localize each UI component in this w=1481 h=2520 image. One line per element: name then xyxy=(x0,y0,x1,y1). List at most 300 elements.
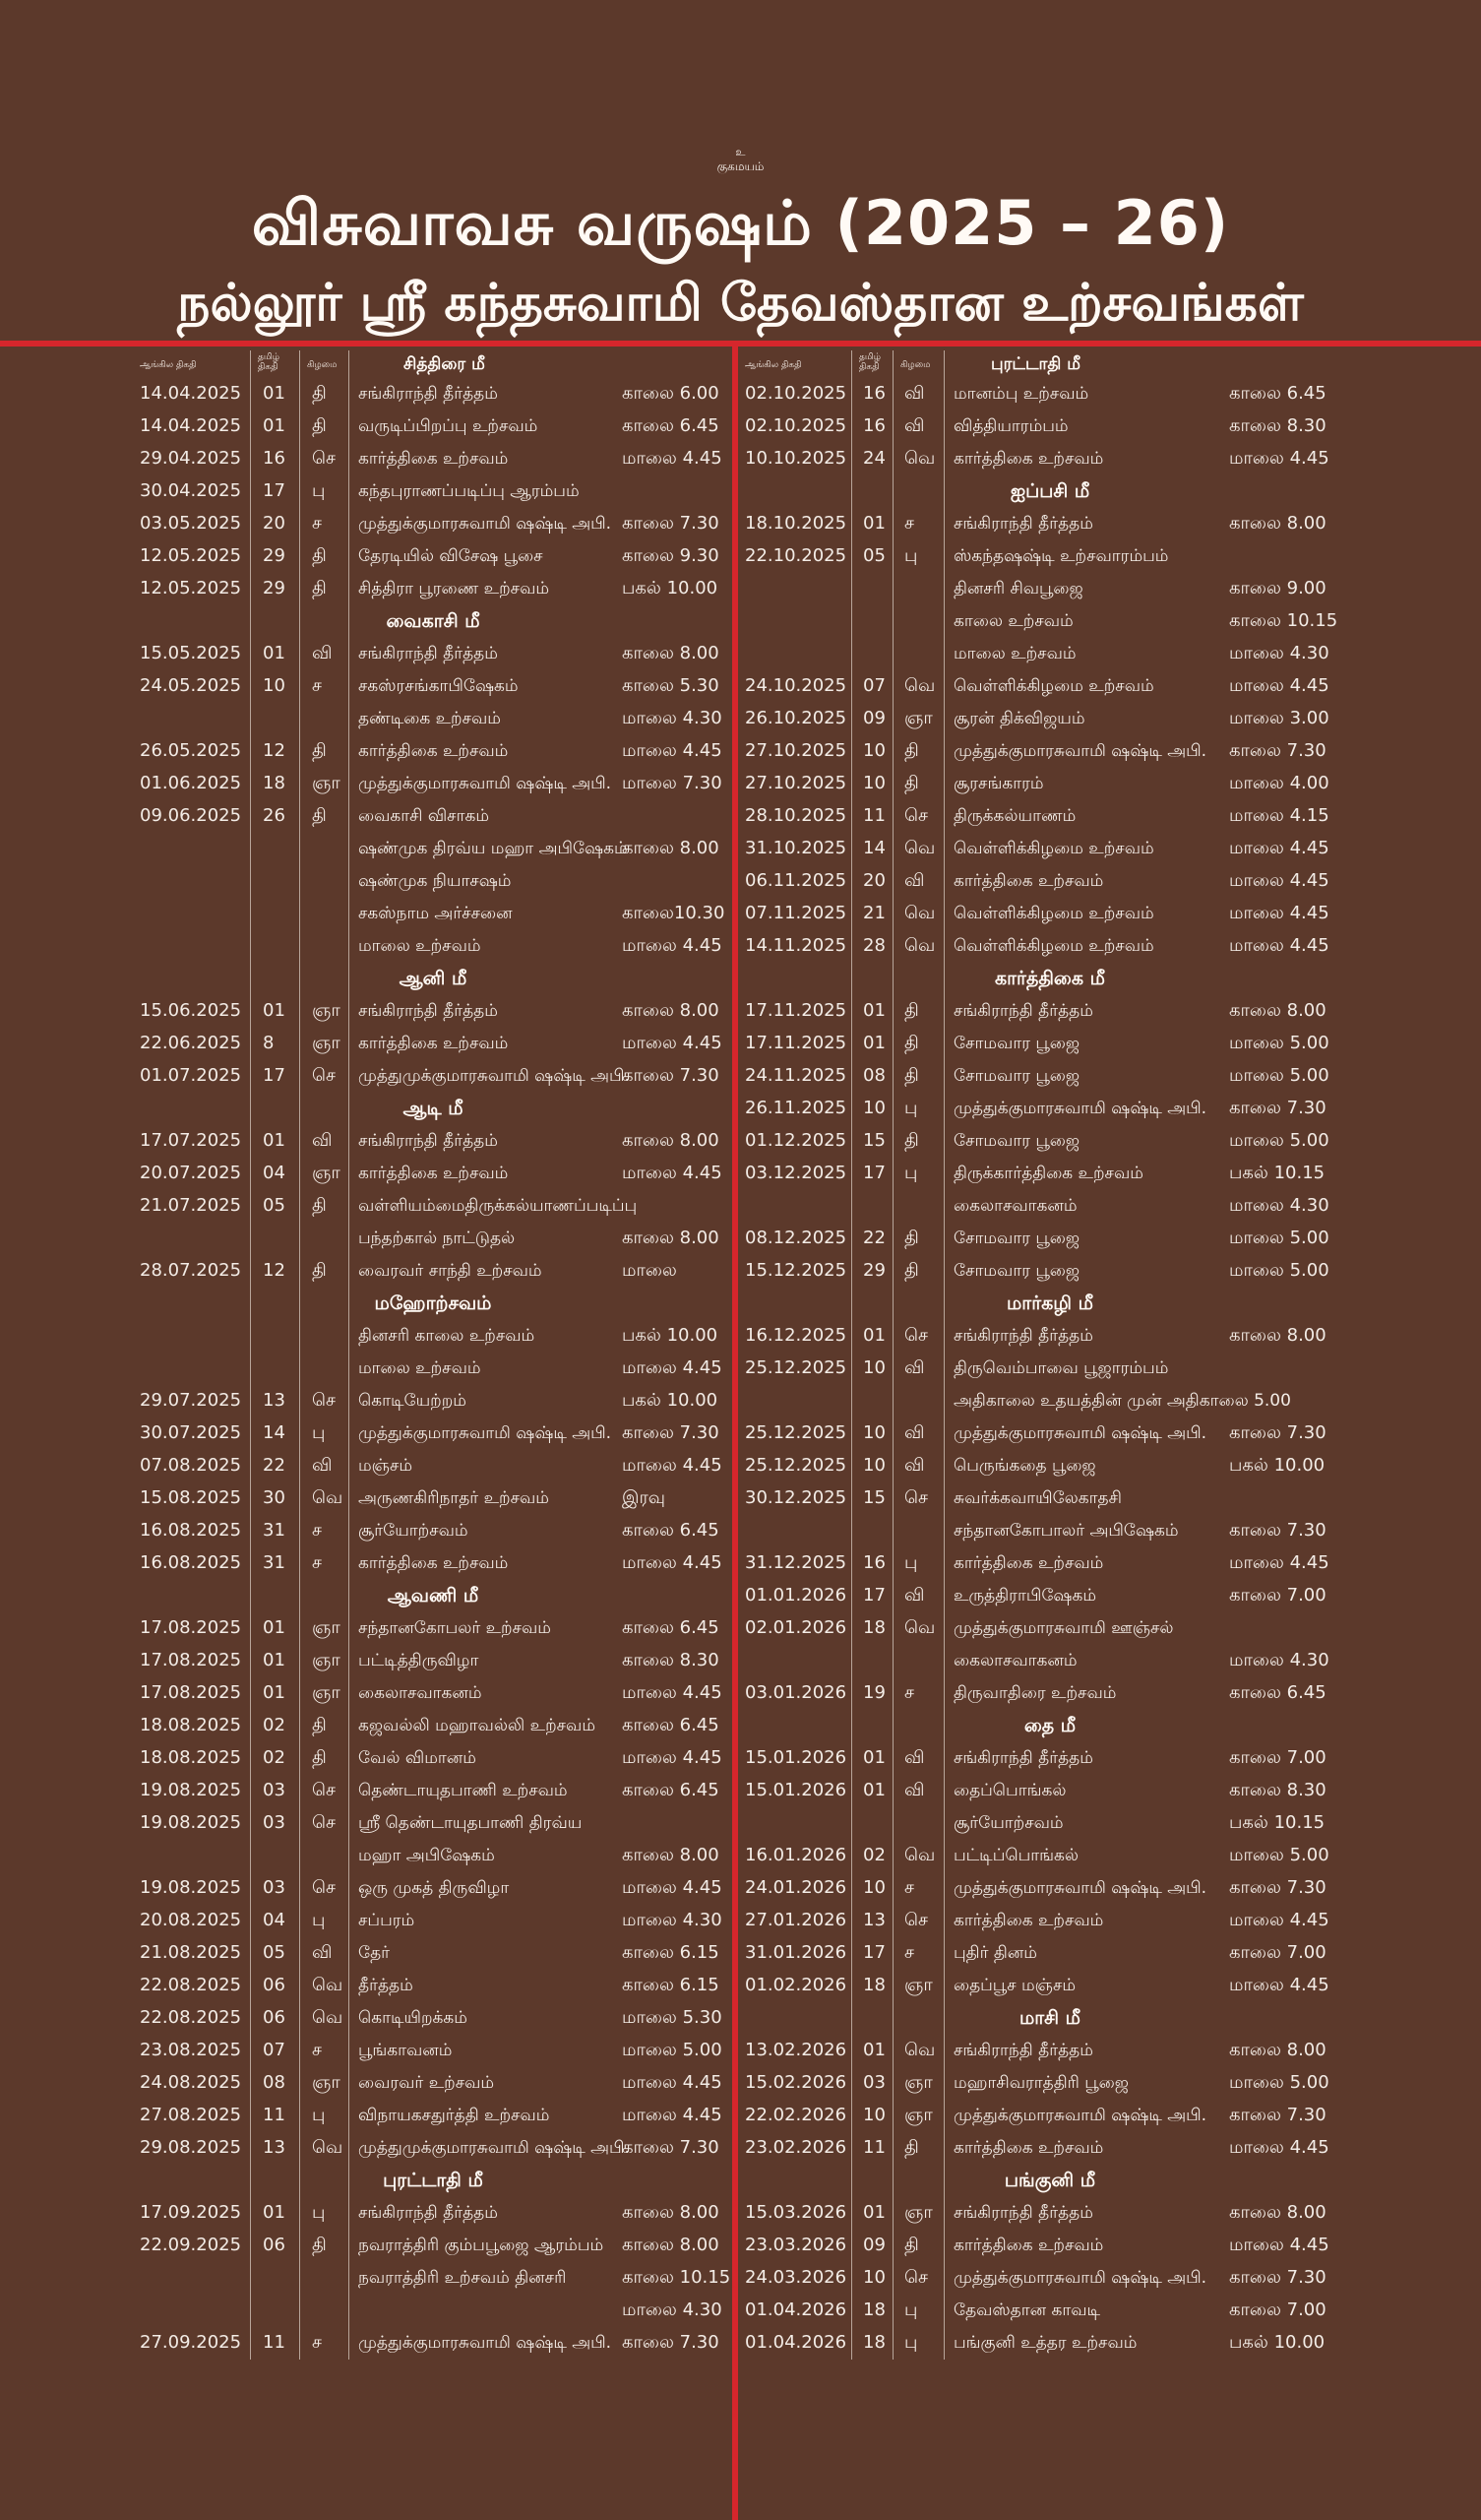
row-event: சங்கிராந்தி தீர்த்தம் xyxy=(954,2041,1093,2060)
table-row xyxy=(745,2035,1355,2067)
row-weekday: தி xyxy=(312,1195,327,1216)
row-weekday: வி xyxy=(904,870,925,891)
row-time: காலை 7.30 xyxy=(622,2137,719,2158)
row-time: காலை 8.30 xyxy=(1229,1780,1327,1800)
row-event: கார்த்திகை உற்சவம் xyxy=(954,449,1104,469)
row-date: 15.06.2025 xyxy=(140,1000,242,1021)
table-row xyxy=(140,1937,726,1970)
row-tamil-date: 30 xyxy=(263,1487,285,1508)
row-event: கார்த்திகை உற்சவம் xyxy=(954,871,1104,891)
table-row xyxy=(140,2002,726,2035)
row-weekday: ச xyxy=(312,2040,322,2060)
row-event: சூர்யோற்சவம் xyxy=(358,1521,468,1541)
row-date: 17.09.2025 xyxy=(140,2202,242,2223)
row-event: முத்துக்குமாரசுவாமி ஷஷ்டி அபி. xyxy=(954,741,1207,761)
row-tamil-date: 01 xyxy=(863,1747,886,1768)
table-row xyxy=(745,378,1355,410)
table-row xyxy=(745,1742,1355,1775)
row-time: மாலை 4.45 xyxy=(1229,1910,1329,1930)
row-event: உருத்திராபிஷேகம் xyxy=(954,1586,1096,1606)
table-row xyxy=(140,1418,726,1450)
month-heading: ஐப்பசி மீ xyxy=(1010,480,1090,502)
header-divider xyxy=(0,341,1481,346)
row-weekday: தி xyxy=(312,578,327,598)
row-event: சித்திரா பூரணை உற்சவம் xyxy=(358,579,550,598)
table-row xyxy=(140,1775,726,1807)
row-date: 22.09.2025 xyxy=(140,2235,242,2255)
row-date: 29.08.2025 xyxy=(140,2137,242,2158)
row-tamil-date: 8 xyxy=(263,1033,275,1053)
row-weekday: தி xyxy=(312,1260,327,1281)
row-weekday: ச xyxy=(904,1942,914,1963)
table-row xyxy=(140,1645,726,1677)
table-row xyxy=(140,2262,731,2295)
row-date: 01.07.2025 xyxy=(140,1065,242,1086)
month-heading: மாசி மீ xyxy=(1018,2007,1081,2029)
row-event: பெருங்கதை பூஜை xyxy=(954,1456,1096,1476)
row-event: சூர்யோற்சவம் xyxy=(954,1813,1064,1833)
header-tamil-date: தமிழ் திகதி xyxy=(258,352,279,372)
table-row xyxy=(140,898,726,930)
table-row xyxy=(745,1515,1355,1547)
row-time: மாலை 5.00 xyxy=(1229,1845,1329,1865)
row-event: பந்தற்கால் நாட்டுதல் xyxy=(358,1228,516,1248)
row-tamil-date: 01 xyxy=(263,415,285,436)
row-event: முத்துக்குமாரசுவாமி ஷஷ்டி அபி. xyxy=(358,1423,612,1443)
table-row xyxy=(745,1158,1355,1190)
row-date: 18.08.2025 xyxy=(140,1715,242,1735)
row-weekday: தி xyxy=(904,1000,919,1021)
month-heading: ஆடி மீ xyxy=(402,1098,463,1119)
row-event: கார்த்திகை உற்சவம் xyxy=(358,449,509,469)
table-row xyxy=(140,1677,726,1710)
row-date: 17.08.2025 xyxy=(140,1682,242,1703)
row-time: மாலை 4.00 xyxy=(1229,773,1329,793)
row-tamil-date: 17 xyxy=(263,480,285,501)
row-time: காலை 7.00 xyxy=(1229,1747,1327,1768)
row-time: காலை 6.45 xyxy=(622,415,719,436)
table-row xyxy=(140,1320,726,1353)
row-date: 10.10.2025 xyxy=(745,448,847,469)
row-weekday: தி xyxy=(312,2235,327,2255)
row-tamil-date: 16 xyxy=(263,448,285,469)
row-event: கைலாசவாகனம் xyxy=(954,1651,1078,1670)
row-weekday: வி xyxy=(904,1357,925,1378)
table-row xyxy=(745,2230,1355,2262)
row-weekday: ச xyxy=(312,1520,322,1541)
row-tamil-date: 09 xyxy=(863,708,886,728)
row-event: தெண்டாயுதபாணி உற்சவம் xyxy=(358,1781,568,1800)
row-time: காலை 8.00 xyxy=(622,1845,719,1865)
row-tamil-date: 01 xyxy=(263,1130,285,1151)
row-event: திருக்கார்த்திகை உற்சவம் xyxy=(954,1164,1143,1183)
table-row xyxy=(140,1158,726,1190)
row-weekday: தி xyxy=(312,383,327,404)
row-weekday: வெ xyxy=(312,2007,343,2028)
row-date: 15.01.2026 xyxy=(745,1780,847,1800)
row-tamil-date: 07 xyxy=(263,2040,285,2060)
row-date: 28.10.2025 xyxy=(745,805,847,826)
row-event: திருக்கல்யாணம் xyxy=(954,806,1077,826)
row-weekday: வி xyxy=(312,1455,333,1476)
row-event: வள்ளியம்மைதிருக்கல்யாணப்படிப்பு xyxy=(358,1196,638,1216)
table-row xyxy=(140,1807,726,1840)
row-time: மாலை 7.30 xyxy=(622,773,722,793)
table-row xyxy=(745,1580,1355,1612)
table-row xyxy=(745,2132,1355,2165)
row-date: 24.03.2026 xyxy=(745,2267,847,2288)
row-date: 30.04.2025 xyxy=(140,480,242,501)
row-event: முத்துக்குமாரசுவாமி ஷஷ்டி அபி. xyxy=(358,774,612,793)
row-event: கார்த்திகை உற்சவம் xyxy=(954,1911,1104,1930)
row-tamil-date: 16 xyxy=(863,1552,886,1573)
row-date: 02.01.2026 xyxy=(745,1617,847,1638)
row-time: மாலை 5.00 xyxy=(1229,1260,1329,1281)
row-tamil-date: 17 xyxy=(863,1942,886,1963)
row-event: முத்துக்குமாரசுவாமி ஷஷ்டி அபி. xyxy=(954,1423,1207,1443)
row-time: மாலை 4.45 xyxy=(622,1033,722,1053)
row-event: முத்துக்குமாரசுவாமி ஷஷ்டி அபி. xyxy=(954,1099,1207,1118)
row-event: ஸ்ரீ தெண்டாயுதபாணி திரவ்ய xyxy=(358,1813,583,1833)
table-row xyxy=(140,1353,726,1385)
row-time: மாலை 4.45 xyxy=(622,1747,722,1768)
row-time: காலை 8.00 xyxy=(1229,2040,1327,2060)
row-event: கொடியிறக்கம் xyxy=(358,2008,467,2028)
table-row xyxy=(745,898,1355,930)
row-event: முத்துக்குமாரசுவாமி ஊஞ்சல் xyxy=(954,1618,1174,1638)
month-heading: புரட்டாதி மீ xyxy=(991,354,1080,374)
row-date: 17.11.2025 xyxy=(745,1033,847,1053)
row-tamil-date: 18 xyxy=(863,2300,886,2320)
header-tamil-date: தமிழ் திகதி xyxy=(859,352,881,372)
row-date: 22.10.2025 xyxy=(745,545,847,566)
table-row xyxy=(745,703,1355,735)
row-event: வைகாசி விசாகம் xyxy=(358,806,490,826)
row-weekday: தி xyxy=(312,740,327,761)
month-heading: வைகாசி மீ xyxy=(386,610,480,632)
row-event: மாலை உற்சவம் xyxy=(358,1358,481,1378)
row-date: 07.11.2025 xyxy=(745,903,847,923)
row-tamil-date: 18 xyxy=(863,1975,886,1995)
row-weekday: வெ xyxy=(904,1617,936,1638)
row-weekday: வி xyxy=(904,383,925,404)
row-date: 03.01.2026 xyxy=(745,1682,847,1703)
right-schedule-column xyxy=(745,350,1355,2360)
row-tamil-date: 01 xyxy=(863,1033,886,1053)
row-weekday: தி xyxy=(904,2235,919,2255)
header-day: கிழமை xyxy=(307,360,338,370)
row-date: 15.02.2026 xyxy=(745,2072,847,2093)
row-event: சோமவார பூஜை xyxy=(954,1228,1080,1248)
row-date: 08.12.2025 xyxy=(745,1228,847,1248)
row-date: 25.12.2025 xyxy=(745,1455,847,1476)
row-weekday: பு xyxy=(904,1552,918,1573)
row-tamil-date: 29 xyxy=(263,578,285,598)
page-subtitle: நல்லூர் ஸ்ரீ கந்தசுவாமி தேவஸ்தான உற்சவங்கள் xyxy=(177,274,1304,333)
row-event: கார்த்திகை உற்சவம் xyxy=(358,1164,509,1183)
row-time: காலை 8.00 xyxy=(1229,1325,1327,1346)
row-weekday: வெ xyxy=(904,675,936,696)
row-time: காலை10.30 xyxy=(622,903,725,923)
row-time: பகல் 10.00 xyxy=(622,1390,718,1411)
row-weekday: தி xyxy=(904,1228,919,1248)
row-time: மாலை 5.00 xyxy=(1229,1065,1329,1086)
row-weekday: வி xyxy=(904,1747,925,1768)
table-row xyxy=(745,410,1355,443)
table-row xyxy=(140,1872,726,1905)
row-tamil-date: 07 xyxy=(863,675,886,696)
row-weekday: ஞா xyxy=(904,2105,933,2125)
row-time: மாலை 4.30 xyxy=(622,2300,722,2320)
row-tamil-date: 09 xyxy=(863,2235,886,2255)
row-weekday: தி xyxy=(904,1033,919,1053)
table-row xyxy=(140,1515,726,1547)
row-weekday: செ xyxy=(312,1877,336,1898)
row-event: மாலை உற்சவம் xyxy=(358,936,481,956)
row-time: மாலை 4.45 xyxy=(1229,870,1329,891)
row-date: 22.08.2025 xyxy=(140,1975,242,1995)
table-row xyxy=(745,2295,1355,2327)
row-tamil-date: 03 xyxy=(263,1877,285,1898)
month-heading-row xyxy=(745,475,1355,508)
row-event: சங்கிராந்தி தீர்த்தம் xyxy=(358,1131,498,1151)
table-row xyxy=(745,1775,1355,1807)
row-time: காலை 7.30 xyxy=(622,1422,719,1443)
column-separator xyxy=(893,350,894,2360)
row-event: சோமவார பூஜை xyxy=(954,1034,1080,1053)
column-header-row xyxy=(140,350,726,378)
row-weekday: ஞா xyxy=(904,1975,933,1995)
row-date: 23.08.2025 xyxy=(140,2040,242,2060)
row-tamil-date: 28 xyxy=(863,935,886,956)
row-date: 01.04.2026 xyxy=(745,2300,847,2320)
row-weekday: ஞா xyxy=(312,773,340,793)
row-weekday: தி xyxy=(904,1130,919,1151)
table-row xyxy=(140,1482,726,1515)
table-row xyxy=(745,1547,1355,1580)
row-weekday: ஞா xyxy=(312,1033,340,1053)
table-row xyxy=(745,1093,1355,1125)
row-date: 29.07.2025 xyxy=(140,1390,242,1411)
row-tamil-date: 04 xyxy=(263,1910,285,1930)
row-time: காலை 7.30 xyxy=(1229,1098,1327,1118)
row-time: காலை 10.15 xyxy=(622,2267,731,2288)
row-tamil-date: 18 xyxy=(863,1617,886,1638)
row-event: முத்துக்குமாரசுவாமி ஷஷ்டி அபி. xyxy=(954,1878,1207,1898)
row-tamil-date: 01 xyxy=(263,1650,285,1670)
table-row xyxy=(745,1612,1355,1645)
row-event: சங்கிராந்தி தீர்த்தம் xyxy=(358,644,498,663)
row-time: மாலை 4.30 xyxy=(1229,643,1329,663)
table-row xyxy=(140,670,726,703)
row-tamil-date: 06 xyxy=(263,2235,285,2255)
row-time: காலை 8.30 xyxy=(1229,415,1327,436)
row-date: 01.01.2026 xyxy=(745,1585,847,1606)
row-tamil-date: 13 xyxy=(263,1390,285,1411)
table-row xyxy=(745,1645,1355,1677)
header-date: ஆங்கில திகதி xyxy=(745,360,802,370)
row-time: காலை 7.30 xyxy=(622,1065,719,1086)
row-tamil-date: 13 xyxy=(263,2137,285,2158)
row-date: 17.07.2025 xyxy=(140,1130,242,1151)
row-time: காலை 5.30 xyxy=(622,675,719,696)
month-heading-row xyxy=(140,963,726,995)
row-event: முத்துக்குமாரசுவாமி ஷஷ்டி அபி. xyxy=(954,2268,1207,2288)
table-row xyxy=(745,1482,1355,1515)
row-time: காலை 8.00 xyxy=(1229,513,1327,534)
row-tamil-date: 01 xyxy=(863,513,886,534)
row-date: 24.10.2025 xyxy=(745,675,847,696)
row-weekday: பு xyxy=(904,1163,918,1183)
row-date: 21.07.2025 xyxy=(140,1195,242,1216)
row-tamil-date: 19 xyxy=(863,1682,886,1703)
row-tamil-date: 10 xyxy=(863,1877,886,1898)
row-weekday: ஞா xyxy=(312,1000,340,1021)
table-row xyxy=(745,768,1355,800)
row-event: முத்துமுக்குமாரசுவாமி ஷஷ்டி அபி. xyxy=(358,2138,630,2158)
row-tamil-date: 01 xyxy=(863,2202,886,2223)
row-date: 13.02.2026 xyxy=(745,2040,847,2060)
row-weekday: தி xyxy=(312,545,327,566)
row-time: காலை 8.00 xyxy=(622,643,719,663)
row-date: 24.01.2026 xyxy=(745,1877,847,1898)
row-time: இரவு xyxy=(622,1487,666,1508)
table-row xyxy=(745,1937,1355,1970)
row-weekday: தி xyxy=(904,1065,919,1086)
row-event: தினசரி சிவபூஜை xyxy=(954,579,1083,598)
row-time: பகல் 10.00 xyxy=(622,578,718,598)
row-tamil-date: 15 xyxy=(863,1487,886,1508)
row-tamil-date: 01 xyxy=(263,2202,285,2223)
row-date: 17.08.2025 xyxy=(140,1650,242,1670)
month-heading: சித்திரை மீ xyxy=(403,354,485,374)
row-event: சுவர்க்கவாயிலேகாதசி xyxy=(954,1488,1122,1508)
row-tamil-date: 05 xyxy=(263,1195,285,1216)
month-heading-row xyxy=(140,1580,726,1612)
table-row xyxy=(745,1028,1355,1060)
row-weekday: ஞா xyxy=(312,2072,340,2093)
header-day: கிழமை xyxy=(900,360,931,370)
row-event: வெள்ளிக்கிழமை உற்சவம் xyxy=(954,839,1154,858)
row-date: 29.04.2025 xyxy=(140,448,242,469)
table-row xyxy=(745,638,1355,670)
row-weekday: ச xyxy=(312,1552,322,1573)
row-event: மாலை உற்சவம் xyxy=(954,644,1077,663)
row-date: 14.11.2025 xyxy=(745,935,847,956)
row-event: மஹாசிவராத்திரி பூஜை xyxy=(954,2073,1129,2093)
row-date: 12.05.2025 xyxy=(140,545,242,566)
row-time: மாலை 4.45 xyxy=(1229,2235,1329,2255)
table-row xyxy=(140,1905,726,1937)
row-tamil-date: 10 xyxy=(863,2105,886,2125)
row-event: தைப்பொங்கல் xyxy=(954,1781,1067,1800)
row-tamil-date: 03 xyxy=(863,2072,886,2093)
table-row xyxy=(745,2327,1355,2360)
row-tamil-date: 10 xyxy=(863,1422,886,1443)
row-date: 27.10.2025 xyxy=(745,740,847,761)
table-row xyxy=(745,1905,1355,1937)
row-date: 15.01.2026 xyxy=(745,1747,847,1768)
row-time: காலை 7.30 xyxy=(1229,1877,1327,1898)
row-date: 16.08.2025 xyxy=(140,1520,242,1541)
month-heading: மார்கழி மீ xyxy=(1007,1292,1093,1314)
row-time: காலை 7.00 xyxy=(1229,1585,1327,1606)
row-weekday: பு xyxy=(904,2332,918,2353)
row-date: 21.08.2025 xyxy=(140,1942,242,1963)
row-tamil-date: 31 xyxy=(263,1552,285,1573)
row-event: நவராத்திரி உற்சவம் தினசரி xyxy=(358,2268,567,2288)
row-event: கார்த்திகை உற்சவம் xyxy=(358,1034,509,1053)
row-date: 09.06.2025 xyxy=(140,805,242,826)
row-date: 16.12.2025 xyxy=(745,1325,847,1346)
row-weekday: வி xyxy=(904,415,925,436)
row-event: ஒரு முகத் திருவிழா xyxy=(358,1878,510,1898)
row-time: மாலை 5.00 xyxy=(1229,1130,1329,1151)
month-heading-row xyxy=(745,2165,1355,2197)
row-event: சகஸ்ரசங்காபிஷேகம் xyxy=(358,676,519,696)
table-row xyxy=(140,2067,726,2100)
row-weekday: செ xyxy=(312,448,336,469)
table-row xyxy=(745,1807,1355,1840)
row-event: தைப்பூச மஞ்சம் xyxy=(954,1976,1077,1995)
row-event: தீர்த்தம் xyxy=(358,1976,413,1995)
row-event: வைரவர் சாந்தி உற்சவம் xyxy=(358,1261,542,1281)
row-date: 27.10.2025 xyxy=(745,773,847,793)
table-row xyxy=(140,443,726,475)
row-date: 01.06.2025 xyxy=(140,773,242,793)
row-weekday: வெ xyxy=(904,2040,936,2060)
row-weekday: வி xyxy=(904,1780,925,1800)
row-date: 01.04.2026 xyxy=(745,2332,847,2353)
row-time: காலை 7.00 xyxy=(1229,2300,1327,2320)
column-header-row xyxy=(745,350,1355,378)
table-row xyxy=(140,1125,726,1158)
row-time: மாலை 4.30 xyxy=(1229,1650,1329,1670)
row-event: சகஸ்நாம அர்ச்சனை xyxy=(358,904,513,923)
table-row xyxy=(140,2035,726,2067)
row-tamil-date: 06 xyxy=(263,1975,285,1995)
row-event: சப்பரம் xyxy=(358,1911,415,1930)
row-weekday: வெ xyxy=(904,448,936,469)
row-time: மாலை 4.45 xyxy=(622,1357,722,1378)
row-weekday: வெ xyxy=(312,1487,343,1508)
row-date: 24.05.2025 xyxy=(140,675,242,696)
row-event: கார்த்திகை உற்சவம் xyxy=(358,1553,509,1573)
row-date: 16.08.2025 xyxy=(140,1552,242,1573)
row-time: காலை 7.30 xyxy=(1229,1422,1327,1443)
row-date: 15.08.2025 xyxy=(140,1487,242,1508)
column-separator xyxy=(348,350,349,2360)
row-date: 24.11.2025 xyxy=(745,1065,847,1086)
row-tamil-date: 10 xyxy=(863,2267,886,2288)
row-time: மாலை 4.45 xyxy=(622,935,722,956)
row-tamil-date: 18 xyxy=(263,773,285,793)
row-time: காலை 8.00 xyxy=(622,1000,719,1021)
table-row xyxy=(745,1125,1355,1158)
row-event: அதிகாலை உதயத்தின் முன் அதிகாலை 5.00 xyxy=(954,1391,1291,1411)
row-time: காலை 6.45 xyxy=(622,1715,719,1735)
table-row xyxy=(140,930,726,963)
row-time: மாலை 4.45 xyxy=(1229,1552,1329,1573)
row-date: 22.02.2026 xyxy=(745,2105,847,2125)
row-time: மாலை 4.45 xyxy=(1229,1975,1329,1995)
table-row xyxy=(140,1970,726,2002)
row-tamil-date: 20 xyxy=(863,870,886,891)
row-date: 19.08.2025 xyxy=(140,1877,242,1898)
row-event: வைரவர் உற்சவம் xyxy=(358,2073,495,2093)
row-weekday: பு xyxy=(312,1422,326,1443)
row-event: திருவெம்பாவை பூஜாரம்பம் xyxy=(954,1358,1169,1378)
